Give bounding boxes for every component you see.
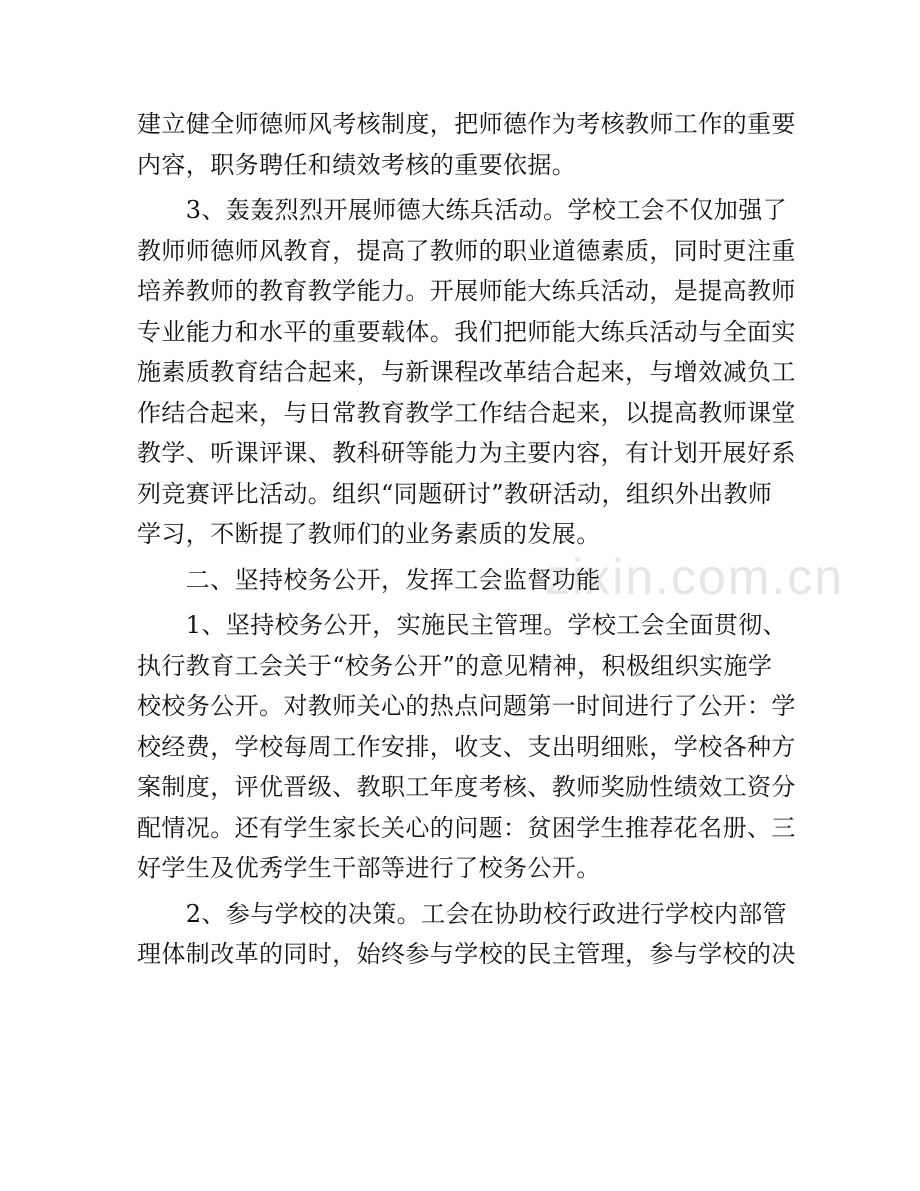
text-line: 专业能力和水平的重要载体。我们把师能大练兵活动与全面实 <box>137 317 796 346</box>
text-line: 施素质教育结合起来，与新课程改革结合起来，与增效减负工 <box>137 358 796 386</box>
text-line: 理体制改革的同时，始终参与学校的民主管理，参与学校的决 <box>137 940 796 968</box>
text-line: 内容，职务聘任和绩效考核的重要依据。 <box>137 150 577 179</box>
text-line: 配情况。还有学生家长关心的问题：贫困学生推荐花名册、三 <box>137 813 796 842</box>
text-line: 案制度，评优晋级、教职工年度考核、教师奖励性绩效工资分 <box>137 773 796 801</box>
text-line: 校经费，学校每周工作安排，收支、支出明细账，学校各种方 <box>137 732 796 761</box>
text-line: 学习，不断提了教师们的业务素质的发展。 <box>137 520 601 548</box>
text-line: 作结合起来，与日常教育教学工作结合起来，以提高教师课堂 <box>137 398 796 427</box>
section-heading: 二、坚持校务公开，发挥工会监督功能 <box>137 565 601 594</box>
text-line: 好学生及优秀学生干部等进行了校务公开。 <box>137 854 601 882</box>
text-line: 1、坚持校务公开，实施民主管理。学校工会全面贯彻、 <box>137 611 788 639</box>
body-text <box>137 104 796 975</box>
watermark-text: zixin.com.cn <box>545 549 845 605</box>
text-line: 列竞赛评比活动。组织“同题研讨”教研活动，组织外出教师 <box>137 479 773 508</box>
text-line: 校校务公开。对教师关心的热点问题第一时间进行了公开：学 <box>137 692 796 720</box>
text-line: 3、轰轰烈烈开展师德大练兵活动。学校工会不仅加强了 <box>137 196 788 224</box>
text-line: 教师师德师风教育，提高了教师的职业道德素质，同时更注重 <box>137 236 796 265</box>
text-line: 培养教师的教育教学能力。开展师能大练兵活动，是提高教师 <box>137 277 796 305</box>
text-line: 执行教育工会关于“校务公开”的意见精神，积极组织实施学 <box>137 651 773 680</box>
text-line: 教学、听课评课、教科研等能力为主要内容，有计划开展好系 <box>137 439 796 467</box>
text-line: 建立健全师德师风考核制度，把师德作为考核教师工作的重要 <box>137 110 796 138</box>
text-line: 2、参与学校的决策。工会在协助校行政进行学校内部管 <box>137 899 788 928</box>
